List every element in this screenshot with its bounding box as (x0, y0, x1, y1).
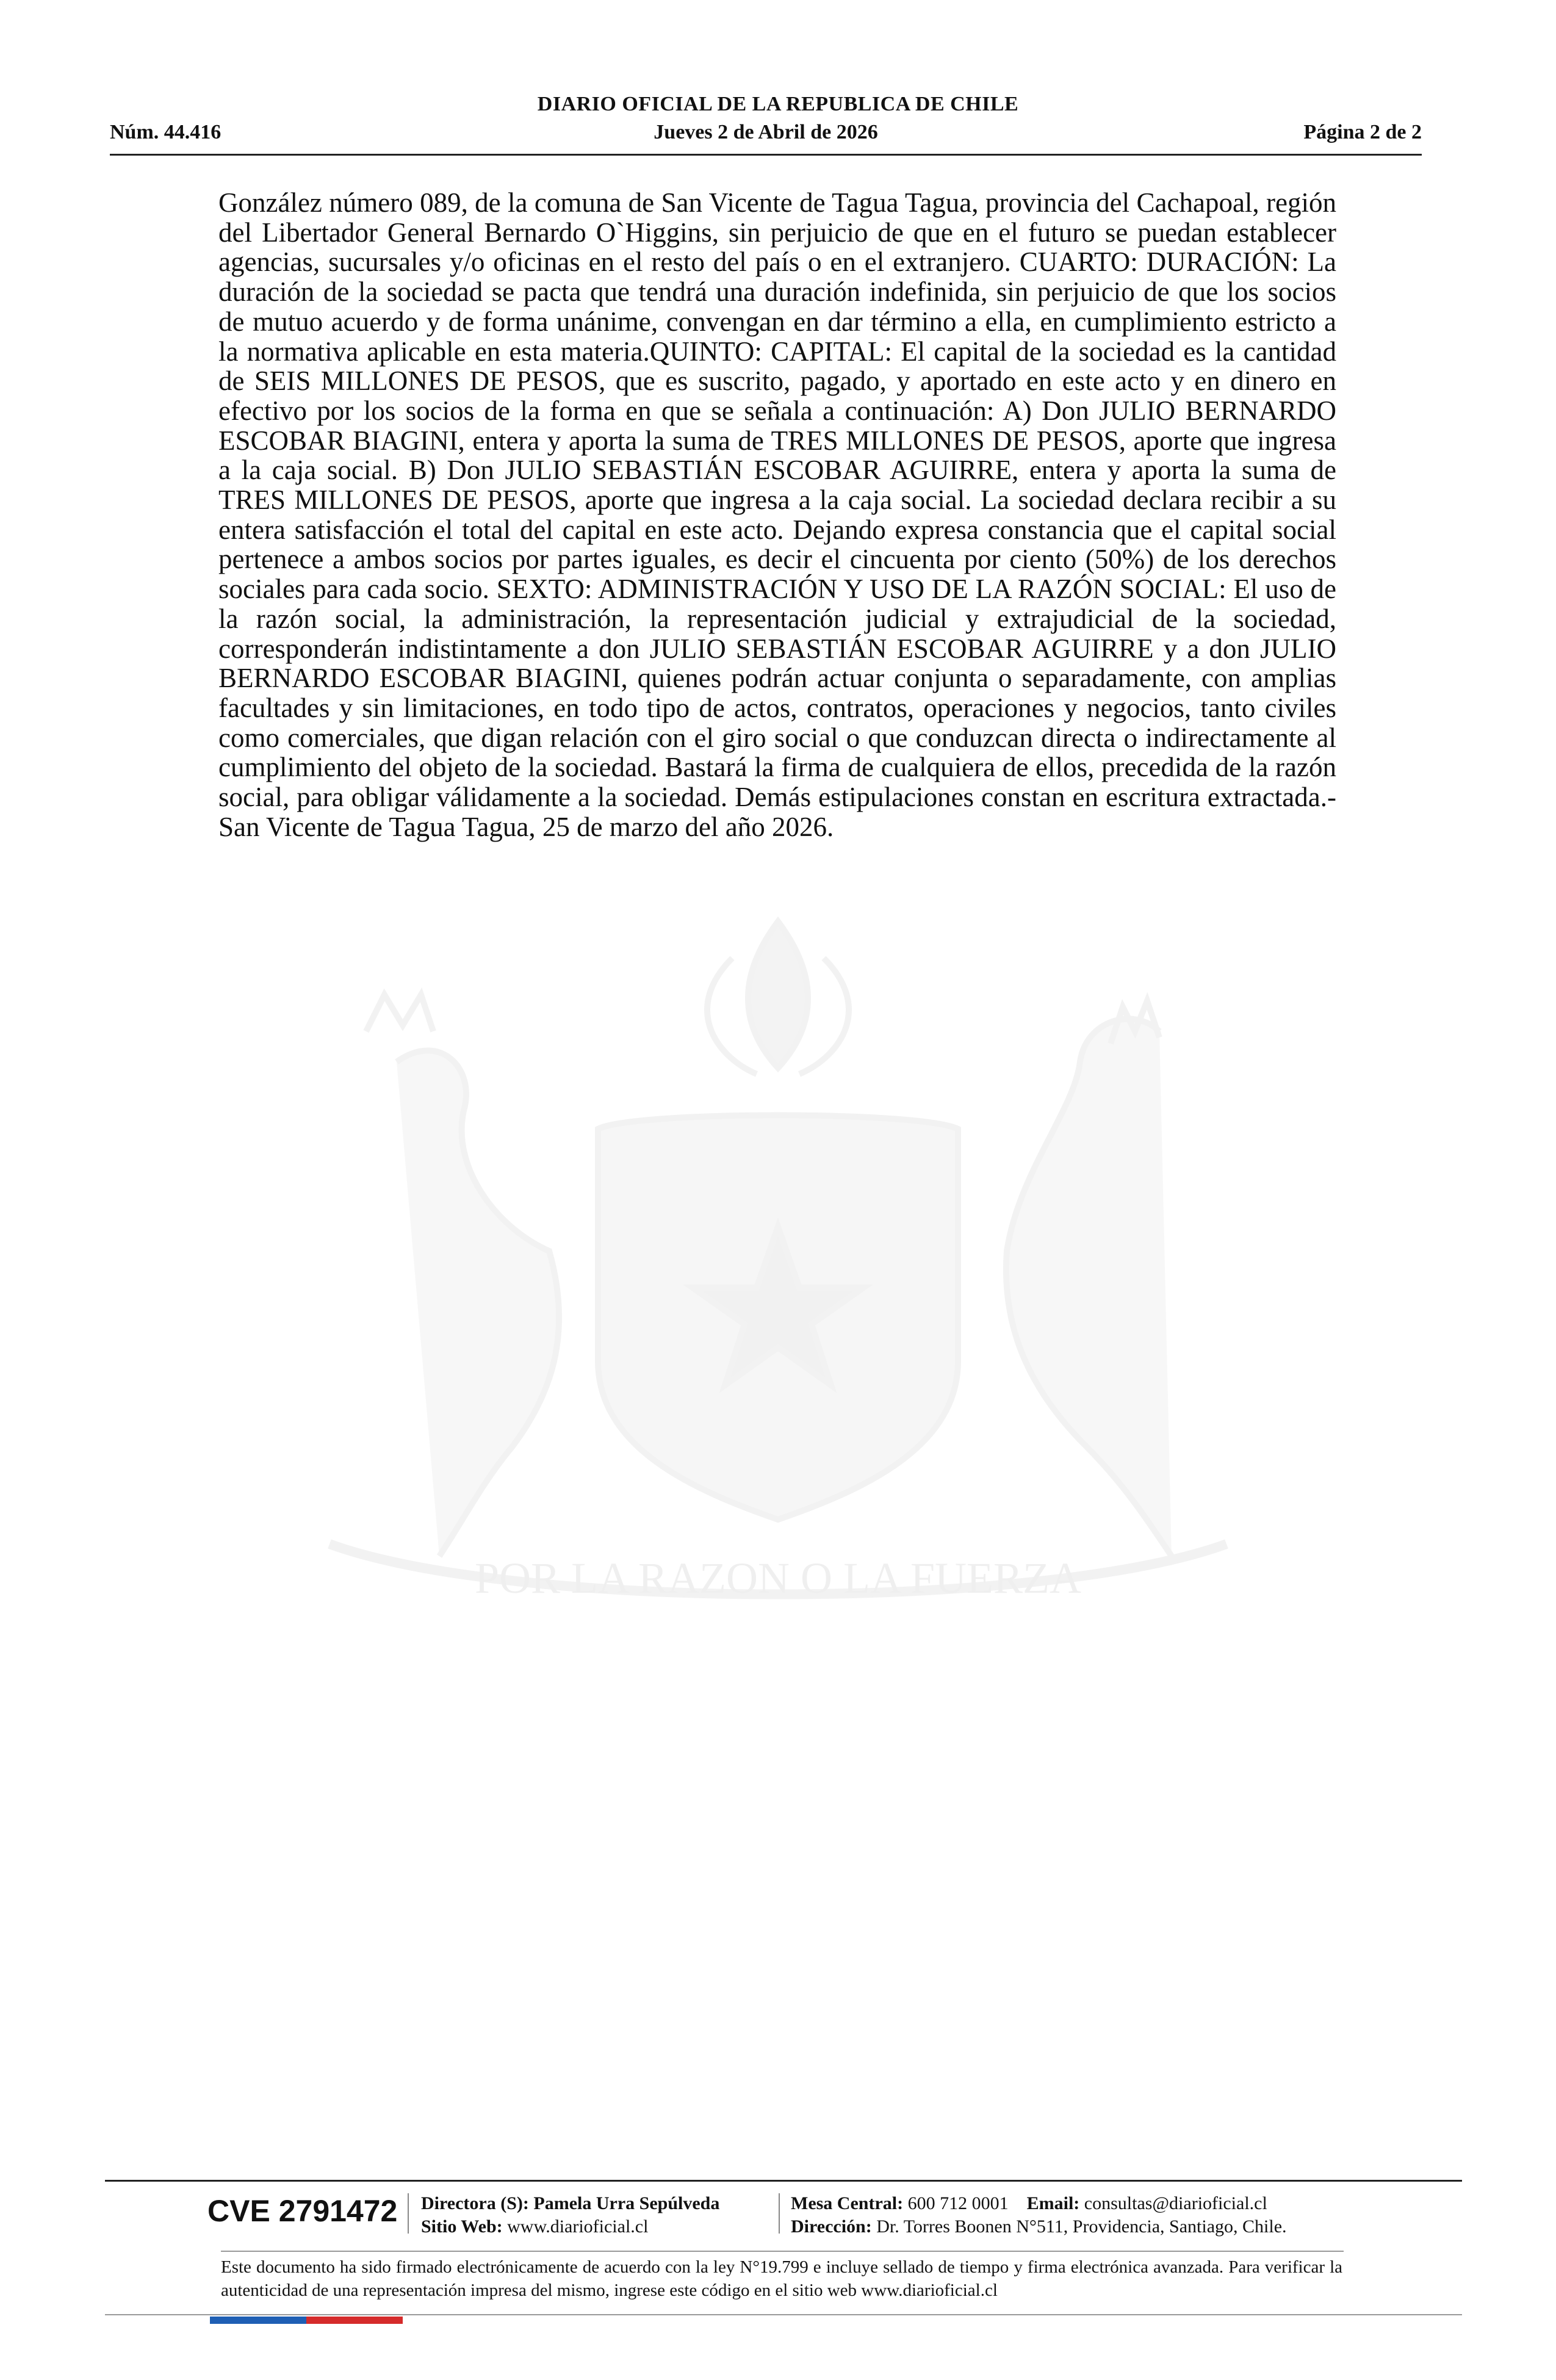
extract-body-text: González número 089, de la comuna de San Vicente de Tagua Tagua, provincia del Cachapoal, región del Libertador General Bernardo O`Higgins, sin perjuicio de que en el futuro se puedan establecer agencias, sucursales y/o oficinas en el resto del país o en el extranjero. CUARTO: DURACIÓN: La duración de la sociedad se pacta que tendrá una duración indefinida, sin perjuicio de que los socios de mutuo acuerdo y de forma unánime, convengan en dar término a ella, en cumplimiento estricto a la normativa aplicable en esta materia.QUINTO: CAPITAL: El capital de la sociedad es la cantidad de SEIS MILLONES DE PESOS, que es suscrito, pagado, y aportado en este acto y en dinero en efectivo por los socios de la forma en que se señala a continuación: A) Don JULIO BERNARDO ESCOBAR BIAGINI, entera y aporta la suma de TRES MILLONES DE PESOS, aporte que ingresa a la caja social. B) Don JULIO SEBASTIÁN ESCOBAR AGUIRRE, entera y aporta la suma de TRES MILLONES DE PESOS, aporte que ingresa a la caja social. La sociedad declara recibir a su entera satisfacción el total del capital en este acto. Dejando expresa constancia que el capital social pertenece a ambos socios por partes iguales, es decir el cincuenta por ciento (50%) de los derechos sociales para cada socio. SEXTO: ADMINISTRACIÓN Y USO DE LA RAZÓN SOCIAL: El uso de la razón social, la administración, la representación judicial y extrajudicial de la sociedad, corresponderán indistintamente a don JULIO SEBASTIÁN ESCOBAR AGUIRRE y a don JULIO BERNARDO ESCOBAR BIAGINI, quienes podrán actuar conjunta o separadamente, con amplias facultades y sin limitaciones, en todo tipo de actos, contratos, operaciones y negocios, tanto civiles como comerciales, que digan relación con el giro social o que conduzcan directa o indirectamente al cumplimiento del objeto de la sociedad. Bastará la firma de cualquiera de ellos, precedida de la razón social, para obligar válidamente a la sociedad. Demás estipulaciones constan en escritura extractada.- San Vicente de Tagua Tagua, 25 de marzo del año 2026. (218, 187, 1336, 842)
website-link[interactable]: www.diarioficial.cl (507, 2216, 649, 2237)
legal-notice: Este documento ha sido firmado electrónicamente de acuerdo con la ley N°19.799 e incluye sellado de tiempo y firma electrónica avanzada. Para verificar la autenticidad de una representación impresa del mismo, ingrese este código en el sitio web www.diarioficial.cl (221, 2257, 1342, 2300)
issue-date: Jueves 2 de Abril de 2026 (654, 121, 878, 143)
footer-divider-top (105, 2180, 1462, 2182)
phone-number: 600 712 0001 (907, 2193, 1009, 2213)
footer-separator (779, 2193, 780, 2234)
flag-blue-segment (210, 2317, 306, 2324)
footer-separator (408, 2193, 409, 2234)
footer-divider-mid (221, 2251, 1344, 2252)
email-link[interactable]: consultas@diarioficial.cl (1084, 2193, 1267, 2213)
issue-number: Núm. 44.416 (110, 121, 222, 143)
footer-divider-bottom (105, 2314, 1462, 2315)
website-label: Sitio Web: (421, 2216, 503, 2237)
address-text: Dr. Torres Boonen N°511, Providencia, Santiago, Chile. (876, 2216, 1287, 2237)
watermark-motto: POR LA RAZON O LA FUERZA (474, 1554, 1082, 1603)
flag-stripe (210, 2317, 403, 2324)
footer-director-block (421, 2192, 719, 2238)
address-label: Dirección: (791, 2216, 872, 2237)
header-meta-row (110, 121, 1422, 148)
footer-contact-block (791, 2192, 1287, 2238)
newspaper-title: DIARIO OFICIAL DE LA REPUBLICA DE CHILE (537, 93, 1019, 115)
director-label: Directora (S): (421, 2193, 529, 2213)
director-name: Pamela Urra Sepúlveda (533, 2193, 720, 2213)
email-label: Email: (1026, 2193, 1080, 2213)
flag-red-segment (306, 2317, 403, 2324)
page-indicator: Página 2 de 2 (1303, 121, 1422, 143)
cve-code: CVE 2791472 (207, 2194, 398, 2228)
phone-label: Mesa Central: (791, 2193, 904, 2213)
coat-of-arms-watermark-icon (207, 909, 1349, 1678)
header-divider (110, 154, 1422, 156)
